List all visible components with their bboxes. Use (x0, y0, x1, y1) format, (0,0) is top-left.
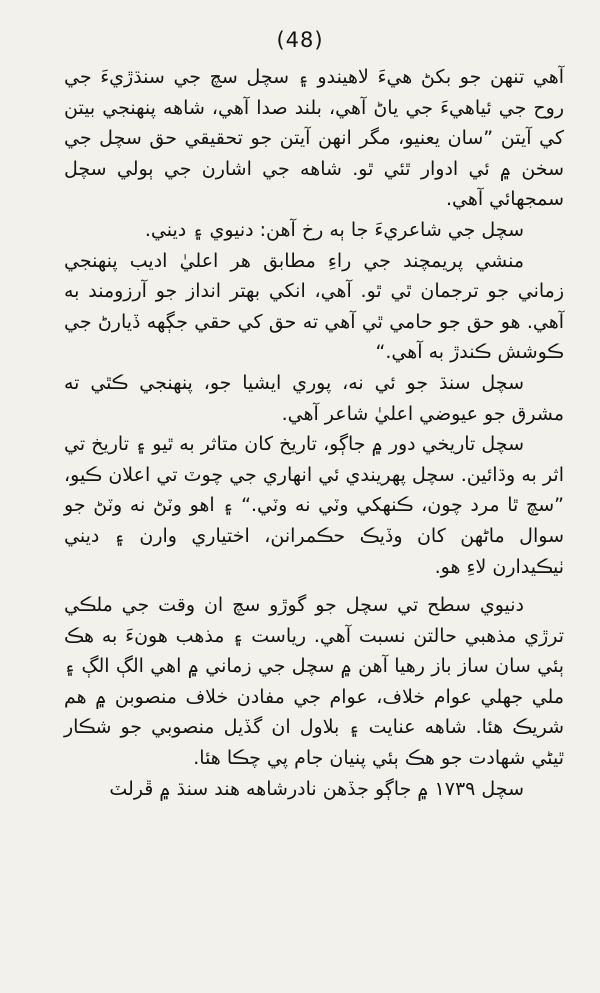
paragraph-3: منشي پريمچند جي راءِ مطابق هر اعليٰ اديب پنهنجي زماني جو ترجمان ٿي ٿو. آهي، انکي بهتر انداز جو آرزومند به آهي. هو حق جو حامي ٿي آهي ته حق کي حقي جڳهه ڏيارڻ جي ڪوشش ڪندڙ به آهي.“ (64, 249, 564, 364)
page-body (64, 62, 564, 804)
page-number: (48) (276, 28, 324, 52)
paragraph-4: سچل سنڌ جو ئي نه، پوري ايشيا جو، پنهنجي ڪٿي ته مشرق جو عيوضي اعليٰ شاعر آهي. (64, 371, 564, 425)
paragraph-2: سچل جي شاعريءَ جا ٻه رخ آهن: دنيوي ۽ ديني. (144, 218, 524, 241)
paragraph-5: سچل تاريخي دور ۾ جاڳو، تاريخ کان متاثر به ٿيو ۽ تاريخ تي اثر به وڌائين. سچل پهريندي ئي انهاري جي چوٽ تي اعلان ڪيو، ”سچ ٿا مرد چون، ڪنهکي وٽي نه وٽي.“ ۽ اهو وٽڻ نه وٽڻ جو سوال ماڻهن کان وڏيڪ حڪمرانن، اختياري وارن ۽ ديني ٺيڪيدارن لاءِ هو. (64, 433, 564, 578)
paragraph-7: سچل ۱۷۳۹ ۾ جاڳو جڏهن نادرشاهه هند سنڌ ۾ ڦرلٽ (109, 777, 524, 800)
paragraph-1: آهي تنهن جو بکڻ هيءَ لاهيندو ۽ سچل سچ جي سنڌڙيءَ جي روح جي ئياهيءَ جي ياڻ آهي، بلند صدا آهي، شاهه پنهنجي بيتن کي آيتن ”سان يعنيو، مگر انهن آيتن جو تحقيقي حق سچل جي سخن ۾ ئي ادوار ٿئي ٿو. شاهه جي اشارن جي ٻولي سچل سمجهائي آهي. (64, 66, 564, 211)
paragraph-6: دنيوي سطح تي سچل جو گوڙو سچ ان وقت جي ملڪي ترڙي مذهبي حالتن نسبت آهي. رياست ۽ مذهب هونءَ به هڪ ٻئي سان ساز باز رهيا آهن ۾ سچل جي زماني ۾ اهي الڳ الڳ ۽ ملي جهلي عوام خلاف، عوام جي مفادن خلاف منصوبن ۾ هم شريڪ هئا. شاهه عنايت ۽ بلاول ان گڏيل منصوبي جو شڪار ٿيڻي شهادت جو هڪ ٻئي پنيان جام پي چڪا هئا. (64, 594, 564, 770)
